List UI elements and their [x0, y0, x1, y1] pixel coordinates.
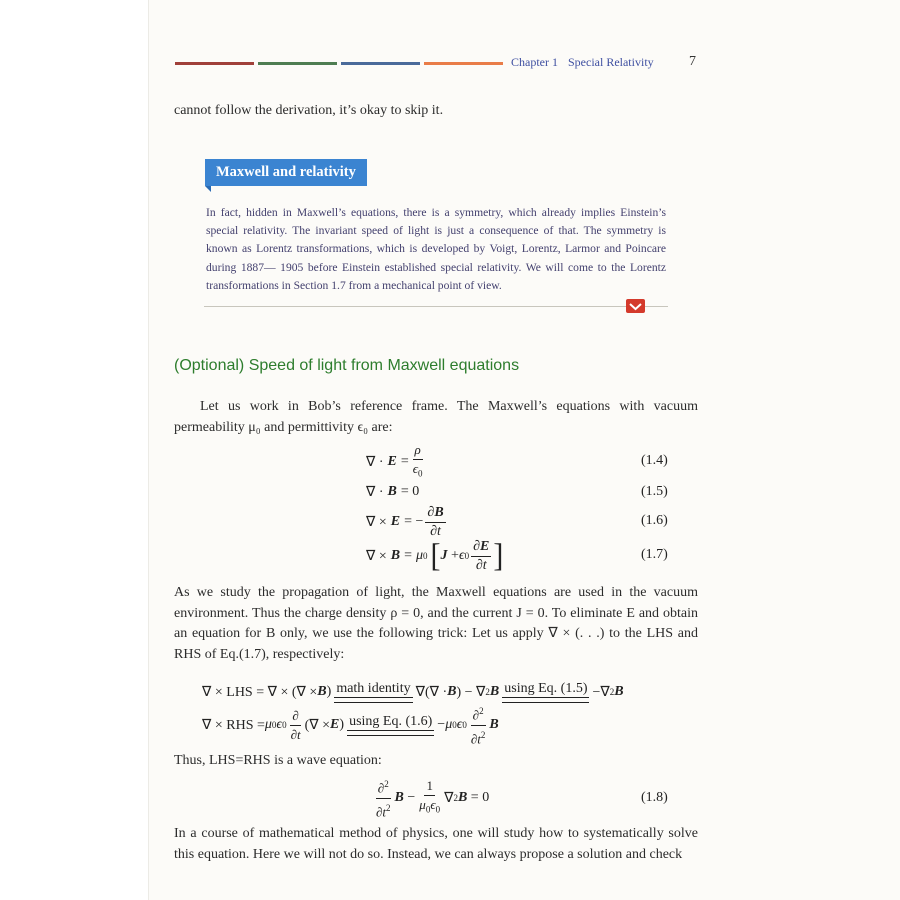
header-bar-3 — [341, 62, 420, 65]
equation-1-8: $\frac{\partial^2}{\partial t^2}$ B − $\frac{1}{\mu_0\epsilon_0}$ ∇ 2 B = 0 — [372, 778, 489, 818]
equation-1-6: ∇ × E = − $\frac{\partial B}{\partial t}$ — [366, 504, 444, 539]
callout-title-tail — [205, 186, 211, 192]
intro-text: cannot follow the derivation, it’s okay to skip it. — [174, 103, 444, 118]
callout-divider — [204, 306, 668, 307]
paragraph-3: Thus, LHS=RHS is a wave equation: — [174, 753, 382, 768]
equation-number-1-5: (1.5) — [641, 484, 668, 499]
paragraph-1: Let us work in Bob’s reference frame. The Maxwell’s equations with vacuum permeability μ₀ and permittivity ϵ₀ are: — [174, 399, 698, 435]
chapter-title: Special Relativity — [568, 55, 654, 69]
label-using-eq-1-5: using Eq. (1.5) — [502, 681, 589, 703]
running-header — [511, 55, 654, 70]
paragraph-4: In a course of mathematical method of physics, one will study how to systematically solve this equation. Here we will not do so. Instead, we can always propose a solution and check — [174, 826, 698, 862]
equation-1-4: ∇ · E = $\frac{\rho}{\epsilon_0}$ — [366, 442, 423, 479]
page-number: 7 — [689, 54, 696, 69]
chevron-down-icon[interactable] — [626, 299, 645, 313]
header-bar-1 — [175, 62, 254, 65]
equation-number-1-8: (1.8) — [641, 790, 668, 805]
equation-1-5: ∇ · B = 0 — [366, 484, 420, 500]
equation-number-1-4: (1.4) — [641, 453, 668, 468]
label-math-identity: math identity — [334, 681, 412, 703]
paragraph-2: As we study the propagation of light, the Maxwell equations are used in the vacuum environment. Thus the charge density ρ = 0, and the current J = 0. To eliminate E and obtain an equation for B only, we use the following trick: Let us apply ∇ × (. . .) to the LHS and RHS of Eq.(1.7), respectively: — [174, 585, 698, 662]
equation-1-7: ∇ × B = μ 0 [ J + ϵ 0 $\frac{\partial E}{\partial t}$ ] — [366, 537, 504, 574]
equation-number-1-7: (1.7) — [641, 547, 668, 562]
chapter-label: Chapter 1 — [511, 55, 558, 69]
equation-number-1-6: (1.6) — [641, 513, 668, 528]
derivation-rhs: ∇ × RHS = μ 0 ϵ 0 $\frac{\partial}{\partial t}$ (∇ × E ) using Eq. (1.6) − μ 0 ϵ 0 $\frac{\partial^2}{\partial t^2}$ B — [202, 706, 499, 744]
callout-title: Maxwell and relativity — [205, 159, 367, 186]
callout-body: In fact, hidden in Maxwell’s equations, there is a symmetry, which already implies Einstein’s special relativity. The invariant speed of light is just a consequence of that. The symmetry is known as Lorentz transformations, which is developed by Voigt, Lorentz, Larmor and Poincare during 1887— 1905 before Einstein established special relativity. We will come to the Lorentz transformations in Section 1.7 from a mechanical point of view. — [206, 206, 666, 292]
header-bar-2 — [258, 62, 337, 65]
section-title: (Optional) Speed of light from Maxwell equations — [174, 357, 520, 374]
header-bar-4 — [424, 62, 503, 65]
derivation-lhs: ∇ × LHS = ∇ × (∇ × B ) math identity ∇(∇ · B ) − ∇ 2 B using Eq. (1.5) −∇ 2 B — [202, 676, 624, 708]
label-using-eq-1-6: using Eq. (1.6) — [347, 714, 434, 736]
